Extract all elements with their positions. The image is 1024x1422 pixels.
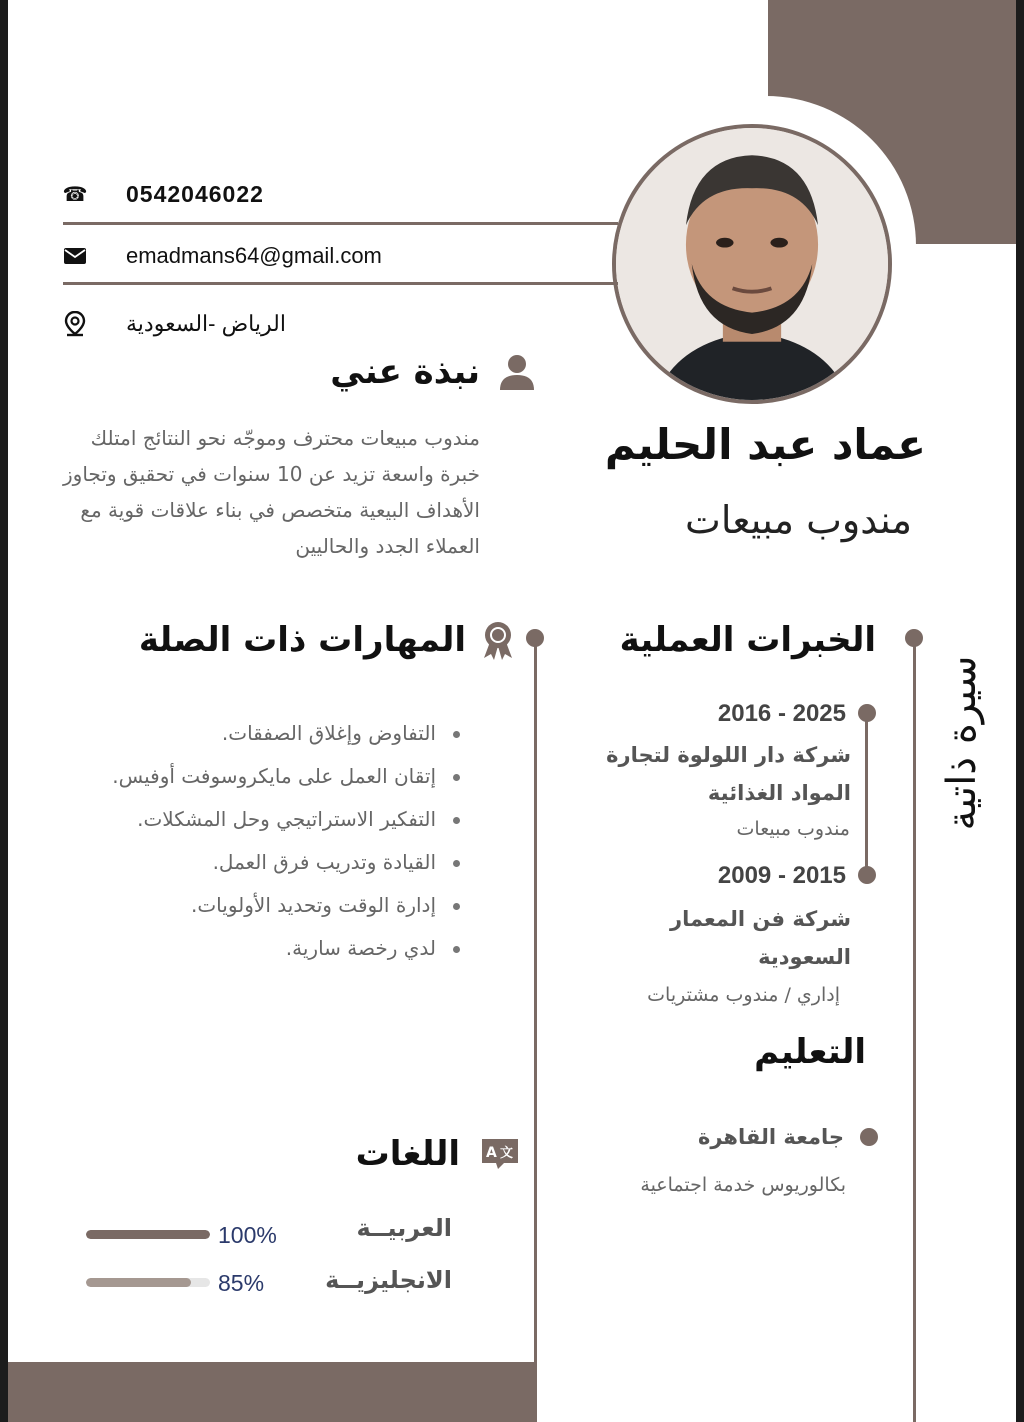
language-percent: 85% (218, 1270, 265, 1296)
svg-text:A: A (486, 1145, 497, 1161)
list-item: إتقان العمل على مايكروسوفت أوفيس. (8, 755, 464, 798)
email-row (60, 236, 620, 276)
translate-icon (480, 1137, 520, 1171)
phone-row (60, 174, 620, 214)
experience-timeline-dot (905, 629, 923, 647)
contact-divider (63, 282, 618, 285)
person-photo-icon (616, 128, 888, 400)
contact-divider (63, 222, 618, 225)
experience-company: شركة دار اللولوة لتجارة المواد الغذائية (606, 743, 851, 805)
skills-timeline-dot (526, 629, 544, 647)
phone-icon: ☎ (62, 182, 88, 206)
footer-decoration (8, 1362, 535, 1422)
experience-item-dot (858, 704, 876, 722)
vertical-resume-title (932, 628, 992, 858)
experience-inner-line (865, 713, 868, 875)
education-dot (860, 1128, 878, 1146)
language-name: العربيــة (356, 1214, 452, 1242)
education-degree: بكالوريوس خدمة اجتماعية (640, 1174, 846, 1196)
language-level-bar (86, 1230, 210, 1239)
language-name: الانجليزيــة (325, 1266, 452, 1294)
language-level-fill (86, 1230, 210, 1239)
envelope-icon (60, 248, 90, 264)
phone-number[interactable]: 0542046022 (126, 180, 264, 207)
languages-heading (356, 1134, 520, 1174)
list-item: التفكير الاستراتيجي وحل المشكلات. (8, 798, 464, 841)
skills-list (8, 712, 464, 970)
experience-role: إداري / مندوب مشتريات (647, 984, 840, 1006)
language-percent: 100% (218, 1222, 277, 1248)
skills-heading (139, 620, 516, 660)
about-heading (330, 352, 536, 392)
about-text: مندوب مبيعات محترف وموجّه نحو النتائج امتلك خبرة واسعة تزيد عن 10 سنوات في تحقيق وتجاوز الأهداف البيعية متخصص في بناء علاقات قوية مع العملاء الجدد والحاليين (63, 426, 480, 558)
person-name: عماد عبد الحليم (604, 420, 926, 469)
experience-company: شركة فن المعمار السعودية (669, 907, 851, 969)
job-title: مندوب مبيعات (685, 498, 912, 542)
list-item: لدي رخصة سارية. (8, 927, 464, 970)
svg-text:文: 文 (500, 1146, 514, 1161)
language-level-bar (86, 1278, 210, 1287)
location-text: الرياض -السعودية (126, 311, 286, 336)
award-badge-icon (480, 620, 516, 660)
resume-page (8, 0, 1016, 1422)
about-title: نبذة عني (330, 352, 480, 392)
skills-timeline-line (534, 636, 537, 1422)
experience-item-dot (858, 866, 876, 884)
profile-photo (612, 124, 892, 404)
language-level-fill (86, 1278, 191, 1287)
list-item: إدارة الوقت وتحديد الأولويات. (8, 884, 464, 927)
list-item: القيادة وتدريب فرق العمل. (8, 841, 464, 884)
person-icon (498, 354, 536, 390)
education-university: جامعة القاهرة (697, 1125, 844, 1149)
experience-title: الخبرات العملية (619, 620, 876, 660)
experience-timeline-line (913, 636, 916, 1422)
vertical-resume-label: سيرة ذاتية (939, 655, 985, 831)
experience-years: 2016 - 2025 (717, 700, 846, 727)
location-row (60, 304, 620, 344)
list-item: التفاوض وإغلاق الصفقات. (8, 712, 464, 755)
education-title: التعليم (754, 1032, 866, 1072)
experience-years: 2009 - 2015 (717, 862, 846, 889)
email-address[interactable]: emadmans64@gmail.com (126, 243, 382, 268)
experience-role: مندوب مبيعات (736, 818, 850, 840)
languages-title: اللغات (355, 1134, 460, 1174)
skills-title: المهارات ذات الصلة (138, 620, 466, 660)
location-pin-icon (60, 311, 90, 337)
